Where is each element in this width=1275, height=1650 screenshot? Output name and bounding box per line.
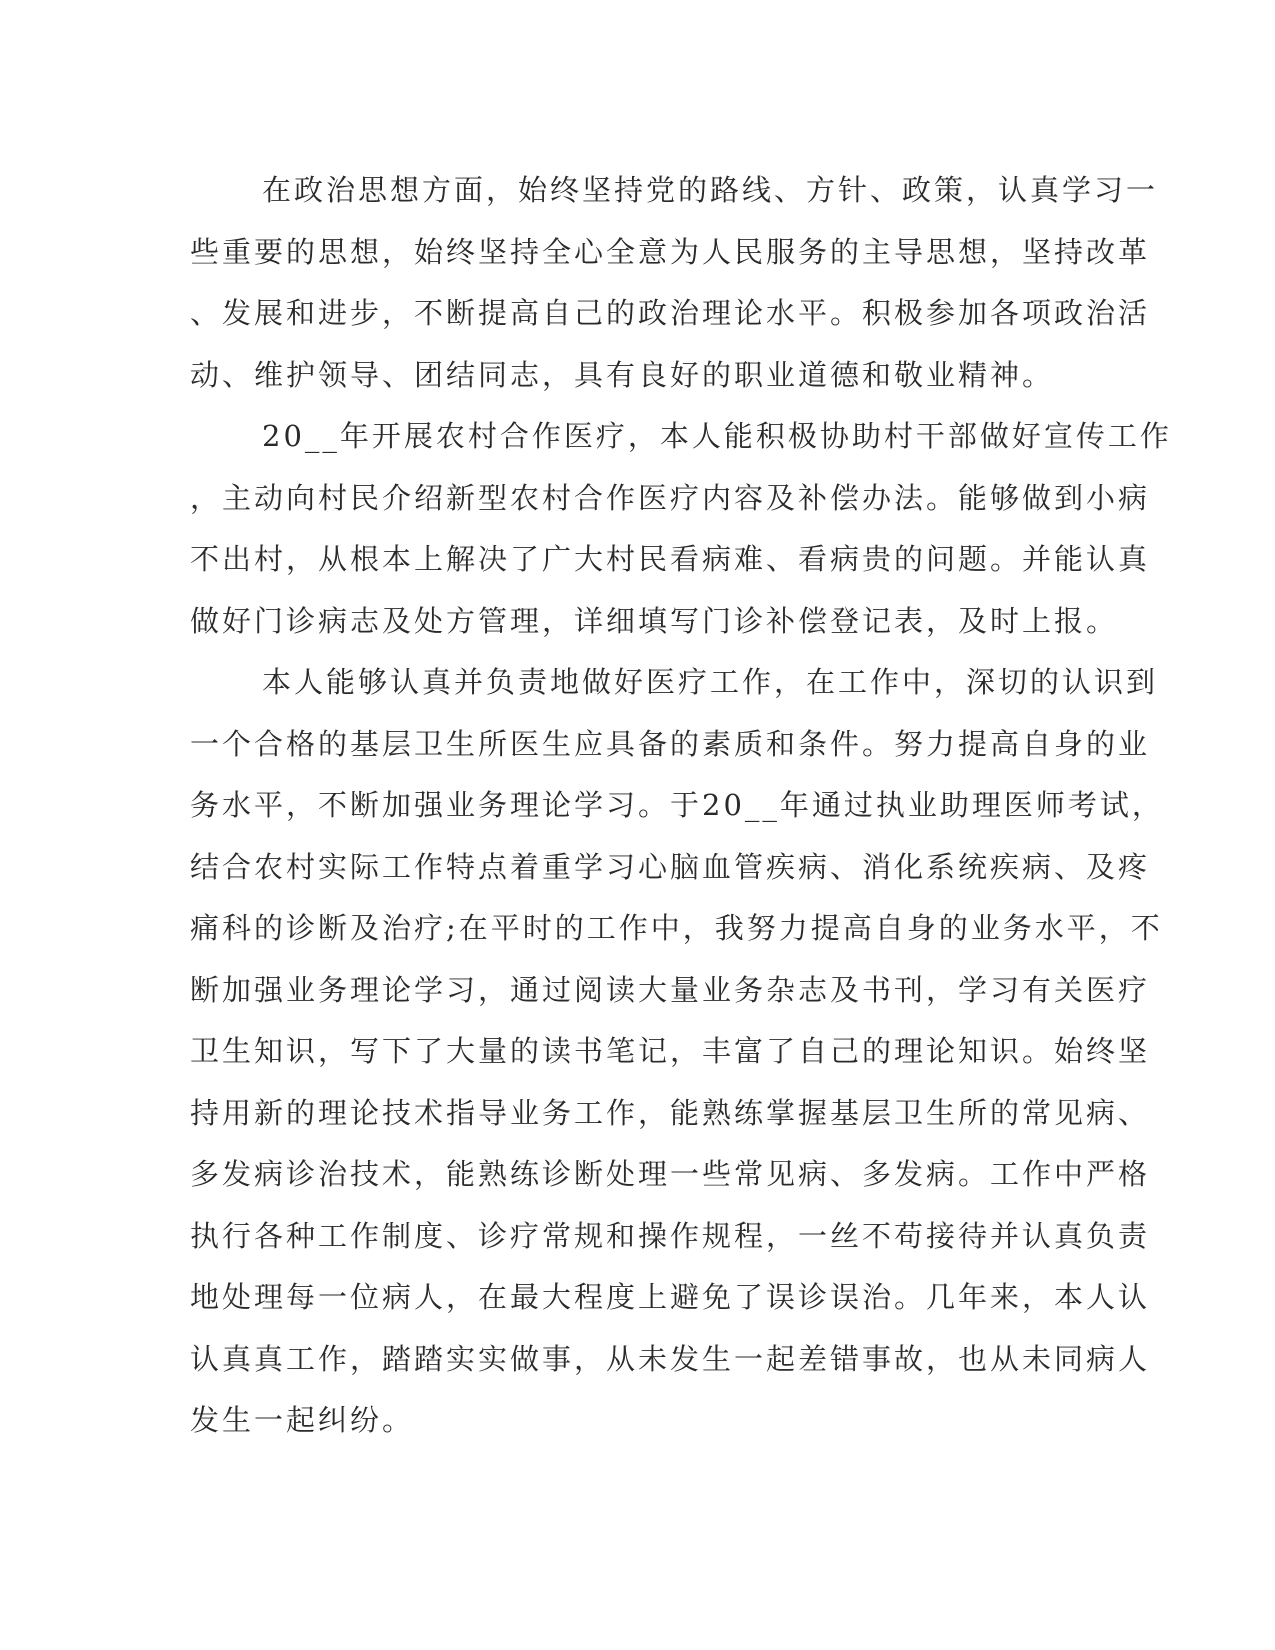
paragraph-2-line-3: 不出村，从根本上解决了广大村民看病难、看病贵的问题。并能认真 (190, 542, 1151, 576)
paragraph-2-line-2: ，主动向村民介绍新型农村合作医疗内容及补偿办法。能够做到小病 (190, 480, 1151, 515)
paragraph-1-line-1: 在政治思想方面，始终坚持党的路线、方针、政策，认真学习一 (262, 173, 1159, 207)
paragraph-3-line-12: 认真真工作，踏踏实实做事，从未发生一起差错事故，也从未同病人 (190, 1341, 1151, 1376)
paragraph-2-line-4: 做好门诊病志及处方管理，详细填写门诊补偿登记表，及时上报。 (190, 603, 1119, 638)
paragraph-3-line-13: 发生一起纠纷。 (190, 1403, 415, 1437)
paragraph-3-line-7: 卫生知识，写下了大量的读书笔记，丰富了自己的理论知识。始终坚 (190, 1034, 1151, 1068)
paragraph-3-line-10: 执行各种工作制度、诊疗常规和操作规程，一丝不苟接待并认真负责 (190, 1218, 1151, 1253)
paragraph-3-line-2: 一个合格的基层卫生所医生应具备的素质和条件。努力提高自身的业 (190, 726, 1151, 761)
paragraph-1-line-2: 些重要的思想，始终坚持全心全意为人民服务的主导思想，坚持改革 (190, 234, 1151, 269)
paragraph-3-line-9: 多发病诊治技术，能熟练诊断处理一些常见病、多发病。工作中严格 (190, 1157, 1151, 1191)
paragraph-3-line-1: 本人能够认真并负责地做好医疗工作，在工作中，深切的认识到 (262, 665, 1159, 699)
paragraph-3-line-11: 地处理每一位病人，在最大程度上避免了误诊误治。几年来，本人认 (190, 1280, 1151, 1314)
paragraph-1-line-4: 动、维护领导、团结同志，具有良好的职业道德和敬业精神。 (190, 357, 1055, 392)
paragraph-3-line-4: 结合农村实际工作特点着重学习心脑血管疾病、消化系统疾病、及疼 (190, 849, 1151, 884)
paragraph-3-line-6: 断加强业务理论学习，通过阅读大量业务杂志及书刊，学习有关医疗 (190, 972, 1151, 1007)
paragraph-2-line-1: 20__年开展农村合作医疗，本人能积极协助村干部做好宣传工作 (262, 419, 1172, 453)
paragraph-1-line-3: 、发展和进步，不断提高自己的政治理论水平。积极参加各项政治活 (190, 296, 1151, 330)
paragraph-3-line-5: 痛科的诊断及治疗;在平时的工作中，我努力提高自身的业务水平，不 (190, 911, 1163, 945)
paragraph-3-line-3: 务水平，不断加强业务理论学习。于20__年通过执业助理医师考试， (190, 788, 1164, 822)
document-body (190, 160, 1172, 1452)
paragraph-3-line-8: 持用新的理论技术指导业务工作，能熟练掌握基层卫生所的常见病、 (190, 1095, 1151, 1130)
